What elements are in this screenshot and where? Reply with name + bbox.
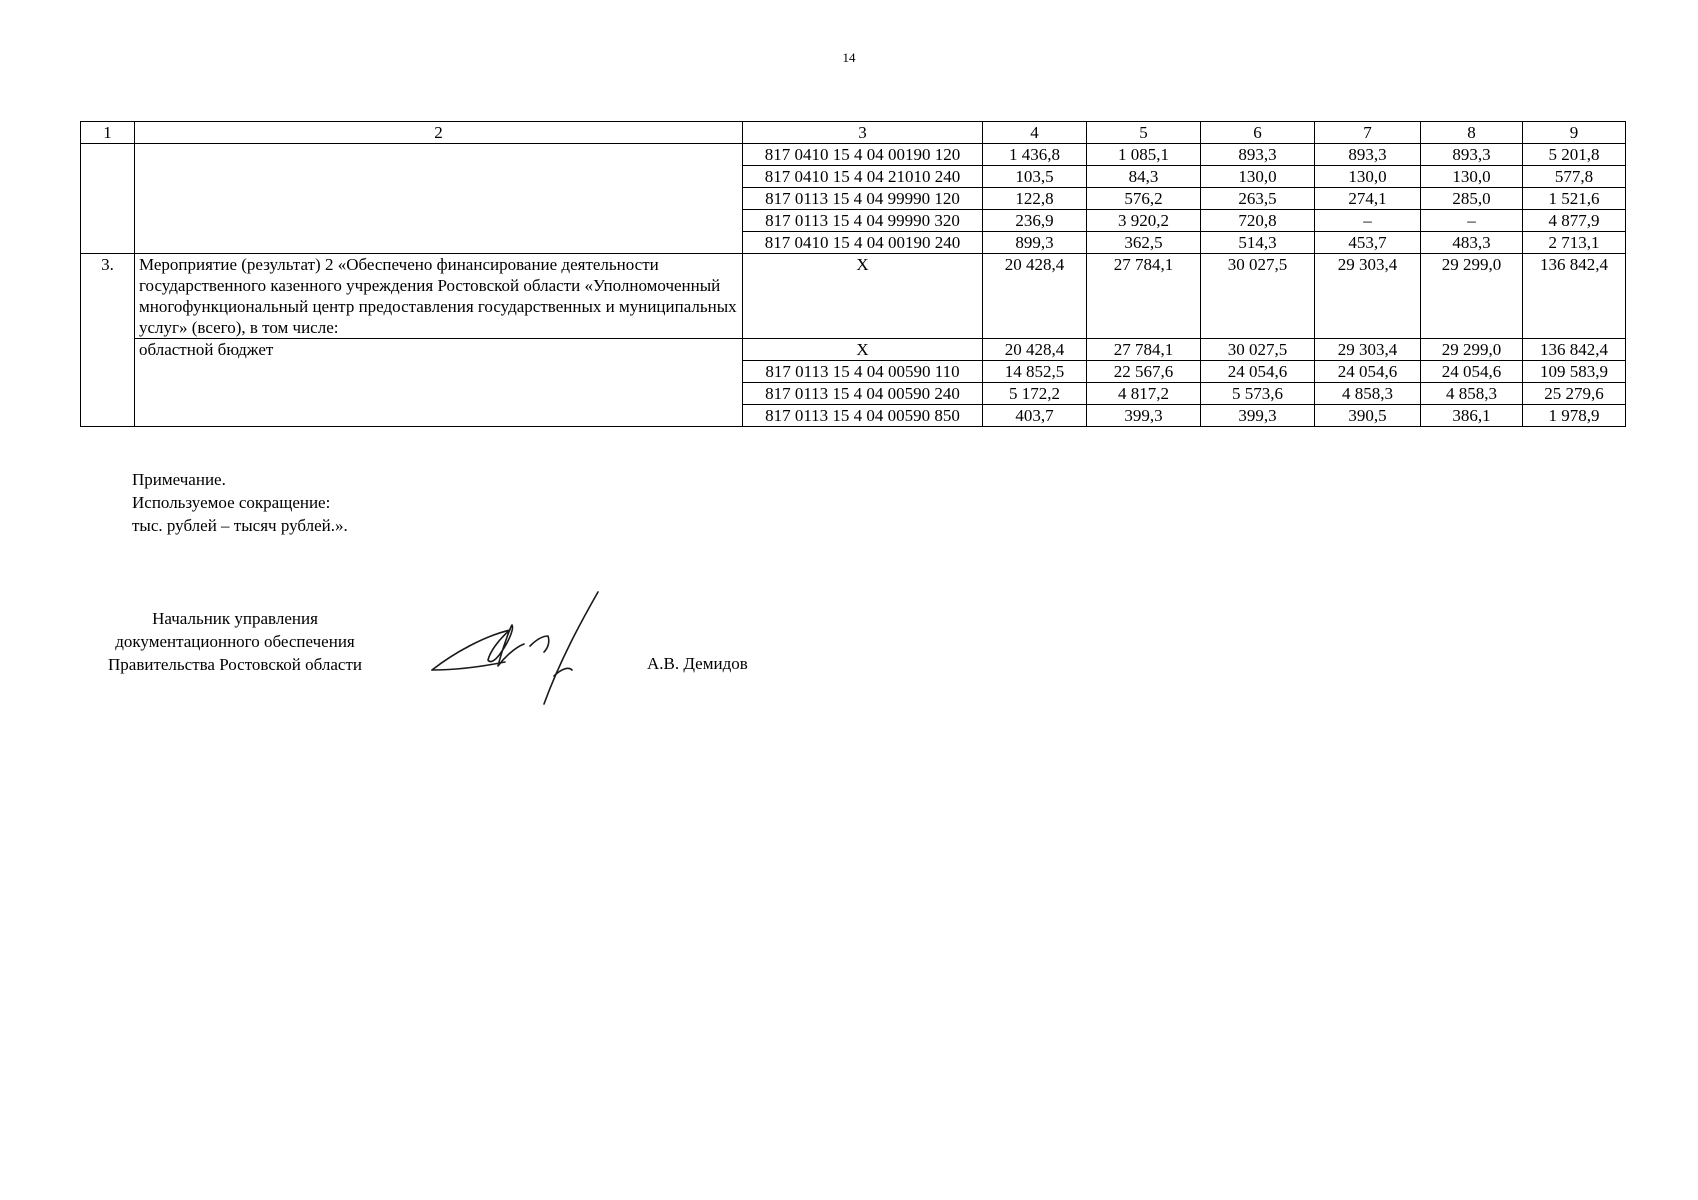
value-cell: 399,3 — [1201, 405, 1315, 427]
value-cell: 720,8 — [1201, 210, 1315, 232]
note-block — [132, 468, 348, 537]
value-cell: 5 201,8 — [1523, 144, 1626, 166]
budget-code-cell: 817 0410 15 4 04 00190 240 — [743, 232, 983, 254]
value-cell: 263,5 — [1201, 188, 1315, 210]
value-cell: – — [1421, 210, 1523, 232]
value-cell: – — [1315, 210, 1421, 232]
value-cell: 29 299,0 — [1421, 339, 1523, 361]
name-cell — [135, 144, 743, 254]
value-cell: 109 583,9 — [1523, 361, 1626, 383]
note-title: Примечание. — [132, 470, 226, 489]
value-cell: 576,2 — [1087, 188, 1201, 210]
column-number-cell: 5 — [1087, 122, 1201, 144]
number-cell: 3. — [81, 254, 135, 427]
budget-code-cell: 817 0113 15 4 04 00590 240 — [743, 383, 983, 405]
value-cell: 25 279,6 — [1523, 383, 1626, 405]
value-cell: 893,3 — [1315, 144, 1421, 166]
value-cell: 453,7 — [1315, 232, 1421, 254]
value-cell: 1 436,8 — [983, 144, 1087, 166]
budget-code-cell: 817 0113 15 4 04 00590 110 — [743, 361, 983, 383]
value-cell: 390,5 — [1315, 405, 1421, 427]
value-cell: 22 567,6 — [1087, 361, 1201, 383]
value-cell: 30 027,5 — [1201, 254, 1315, 339]
value-cell: 20 428,4 — [983, 339, 1087, 361]
signer-position-line: Начальник управления — [152, 609, 318, 628]
page-number: 14 — [842, 50, 856, 65]
table-row — [81, 339, 1626, 361]
value-cell: 362,5 — [1087, 232, 1201, 254]
value-cell: 893,3 — [1201, 144, 1315, 166]
value-cell: 4 858,3 — [1315, 383, 1421, 405]
budget-table — [80, 121, 1626, 427]
value-cell: 4 877,9 — [1523, 210, 1626, 232]
handwritten-signature — [430, 590, 620, 705]
value-cell: 893,3 — [1421, 144, 1523, 166]
budget-code-cell: X — [743, 254, 983, 339]
value-cell: 4 858,3 — [1421, 383, 1523, 405]
value-cell: 27 784,1 — [1087, 339, 1201, 361]
value-cell: 1 521,6 — [1523, 188, 1626, 210]
value-cell: 122,8 — [983, 188, 1087, 210]
value-cell: 577,8 — [1523, 166, 1626, 188]
value-cell: 20 428,4 — [983, 254, 1087, 339]
column-number-row — [81, 122, 1626, 144]
column-number-cell: 7 — [1315, 122, 1421, 144]
column-number-cell: 8 — [1421, 122, 1523, 144]
number-cell — [81, 144, 135, 254]
table-row — [81, 254, 1626, 339]
value-cell: 5 172,2 — [983, 383, 1087, 405]
value-cell: 14 852,5 — [983, 361, 1087, 383]
value-cell: 386,1 — [1421, 405, 1523, 427]
budget-code-cell: 817 0113 15 4 04 99990 320 — [743, 210, 983, 232]
value-cell: 514,3 — [1201, 232, 1315, 254]
value-cell: 403,7 — [983, 405, 1087, 427]
measure-title-cell: Мероприятие (результат) 2 «Обеспечено финансирование деятельности государственного казенного учреждения Ростовской области «Уполномоченный многофункциональный центр предоставления государственных и муниципальных услуг» (всего), в том числе: — [135, 254, 743, 339]
column-number-cell: 6 — [1201, 122, 1315, 144]
budget-code-cell: 817 0113 15 4 04 00590 850 — [743, 405, 983, 427]
value-cell: 3 920,2 — [1087, 210, 1201, 232]
note-abbreviation-heading: Используемое сокращение: — [132, 493, 331, 512]
value-cell: 29 303,4 — [1315, 339, 1421, 361]
budget-code-cell: X — [743, 339, 983, 361]
column-number-cell: 9 — [1523, 122, 1626, 144]
value-cell: 1 978,9 — [1523, 405, 1626, 427]
column-number-cell: 4 — [983, 122, 1087, 144]
budget-code-cell: 817 0113 15 4 04 99990 120 — [743, 188, 983, 210]
value-cell: 24 054,6 — [1201, 361, 1315, 383]
value-cell: 483,3 — [1421, 232, 1523, 254]
value-cell: 5 573,6 — [1201, 383, 1315, 405]
value-cell: 899,3 — [983, 232, 1087, 254]
table-body — [81, 122, 1626, 427]
value-cell: 24 054,6 — [1315, 361, 1421, 383]
value-cell: 399,3 — [1087, 405, 1201, 427]
budget-label-cell: областной бюджет — [135, 339, 743, 427]
column-number-cell: 2 — [135, 122, 743, 144]
table-row — [81, 144, 1626, 166]
value-cell: 236,9 — [983, 210, 1087, 232]
value-cell: 30 027,5 — [1201, 339, 1315, 361]
signer-position — [80, 607, 390, 676]
value-cell: 136 842,4 — [1523, 339, 1626, 361]
value-cell: 130,0 — [1421, 166, 1523, 188]
signer-position-line: документационного обеспечения — [115, 632, 355, 651]
value-cell: 130,0 — [1315, 166, 1421, 188]
value-cell: 1 085,1 — [1087, 144, 1201, 166]
value-cell: 29 303,4 — [1315, 254, 1421, 339]
note-abbreviation-text: тыс. рублей – тысяч рублей.». — [132, 516, 348, 535]
value-cell: 84,3 — [1087, 166, 1201, 188]
value-cell: 4 817,2 — [1087, 383, 1201, 405]
value-cell: 285,0 — [1421, 188, 1523, 210]
value-cell: 103,5 — [983, 166, 1087, 188]
signer-position-line: Правительства Ростовской области — [108, 655, 362, 674]
value-cell: 274,1 — [1315, 188, 1421, 210]
budget-code-cell: 817 0410 15 4 04 00190 120 — [743, 144, 983, 166]
value-cell: 2 713,1 — [1523, 232, 1626, 254]
value-cell: 136 842,4 — [1523, 254, 1626, 339]
budget-code-cell: 817 0410 15 4 04 21010 240 — [743, 166, 983, 188]
column-number-cell: 1 — [81, 122, 135, 144]
signer-name: А.В. Демидов — [647, 654, 748, 673]
value-cell: 130,0 — [1201, 166, 1315, 188]
value-cell: 27 784,1 — [1087, 254, 1201, 339]
value-cell: 29 299,0 — [1421, 254, 1523, 339]
column-number-cell: 3 — [743, 122, 983, 144]
value-cell: 24 054,6 — [1421, 361, 1523, 383]
